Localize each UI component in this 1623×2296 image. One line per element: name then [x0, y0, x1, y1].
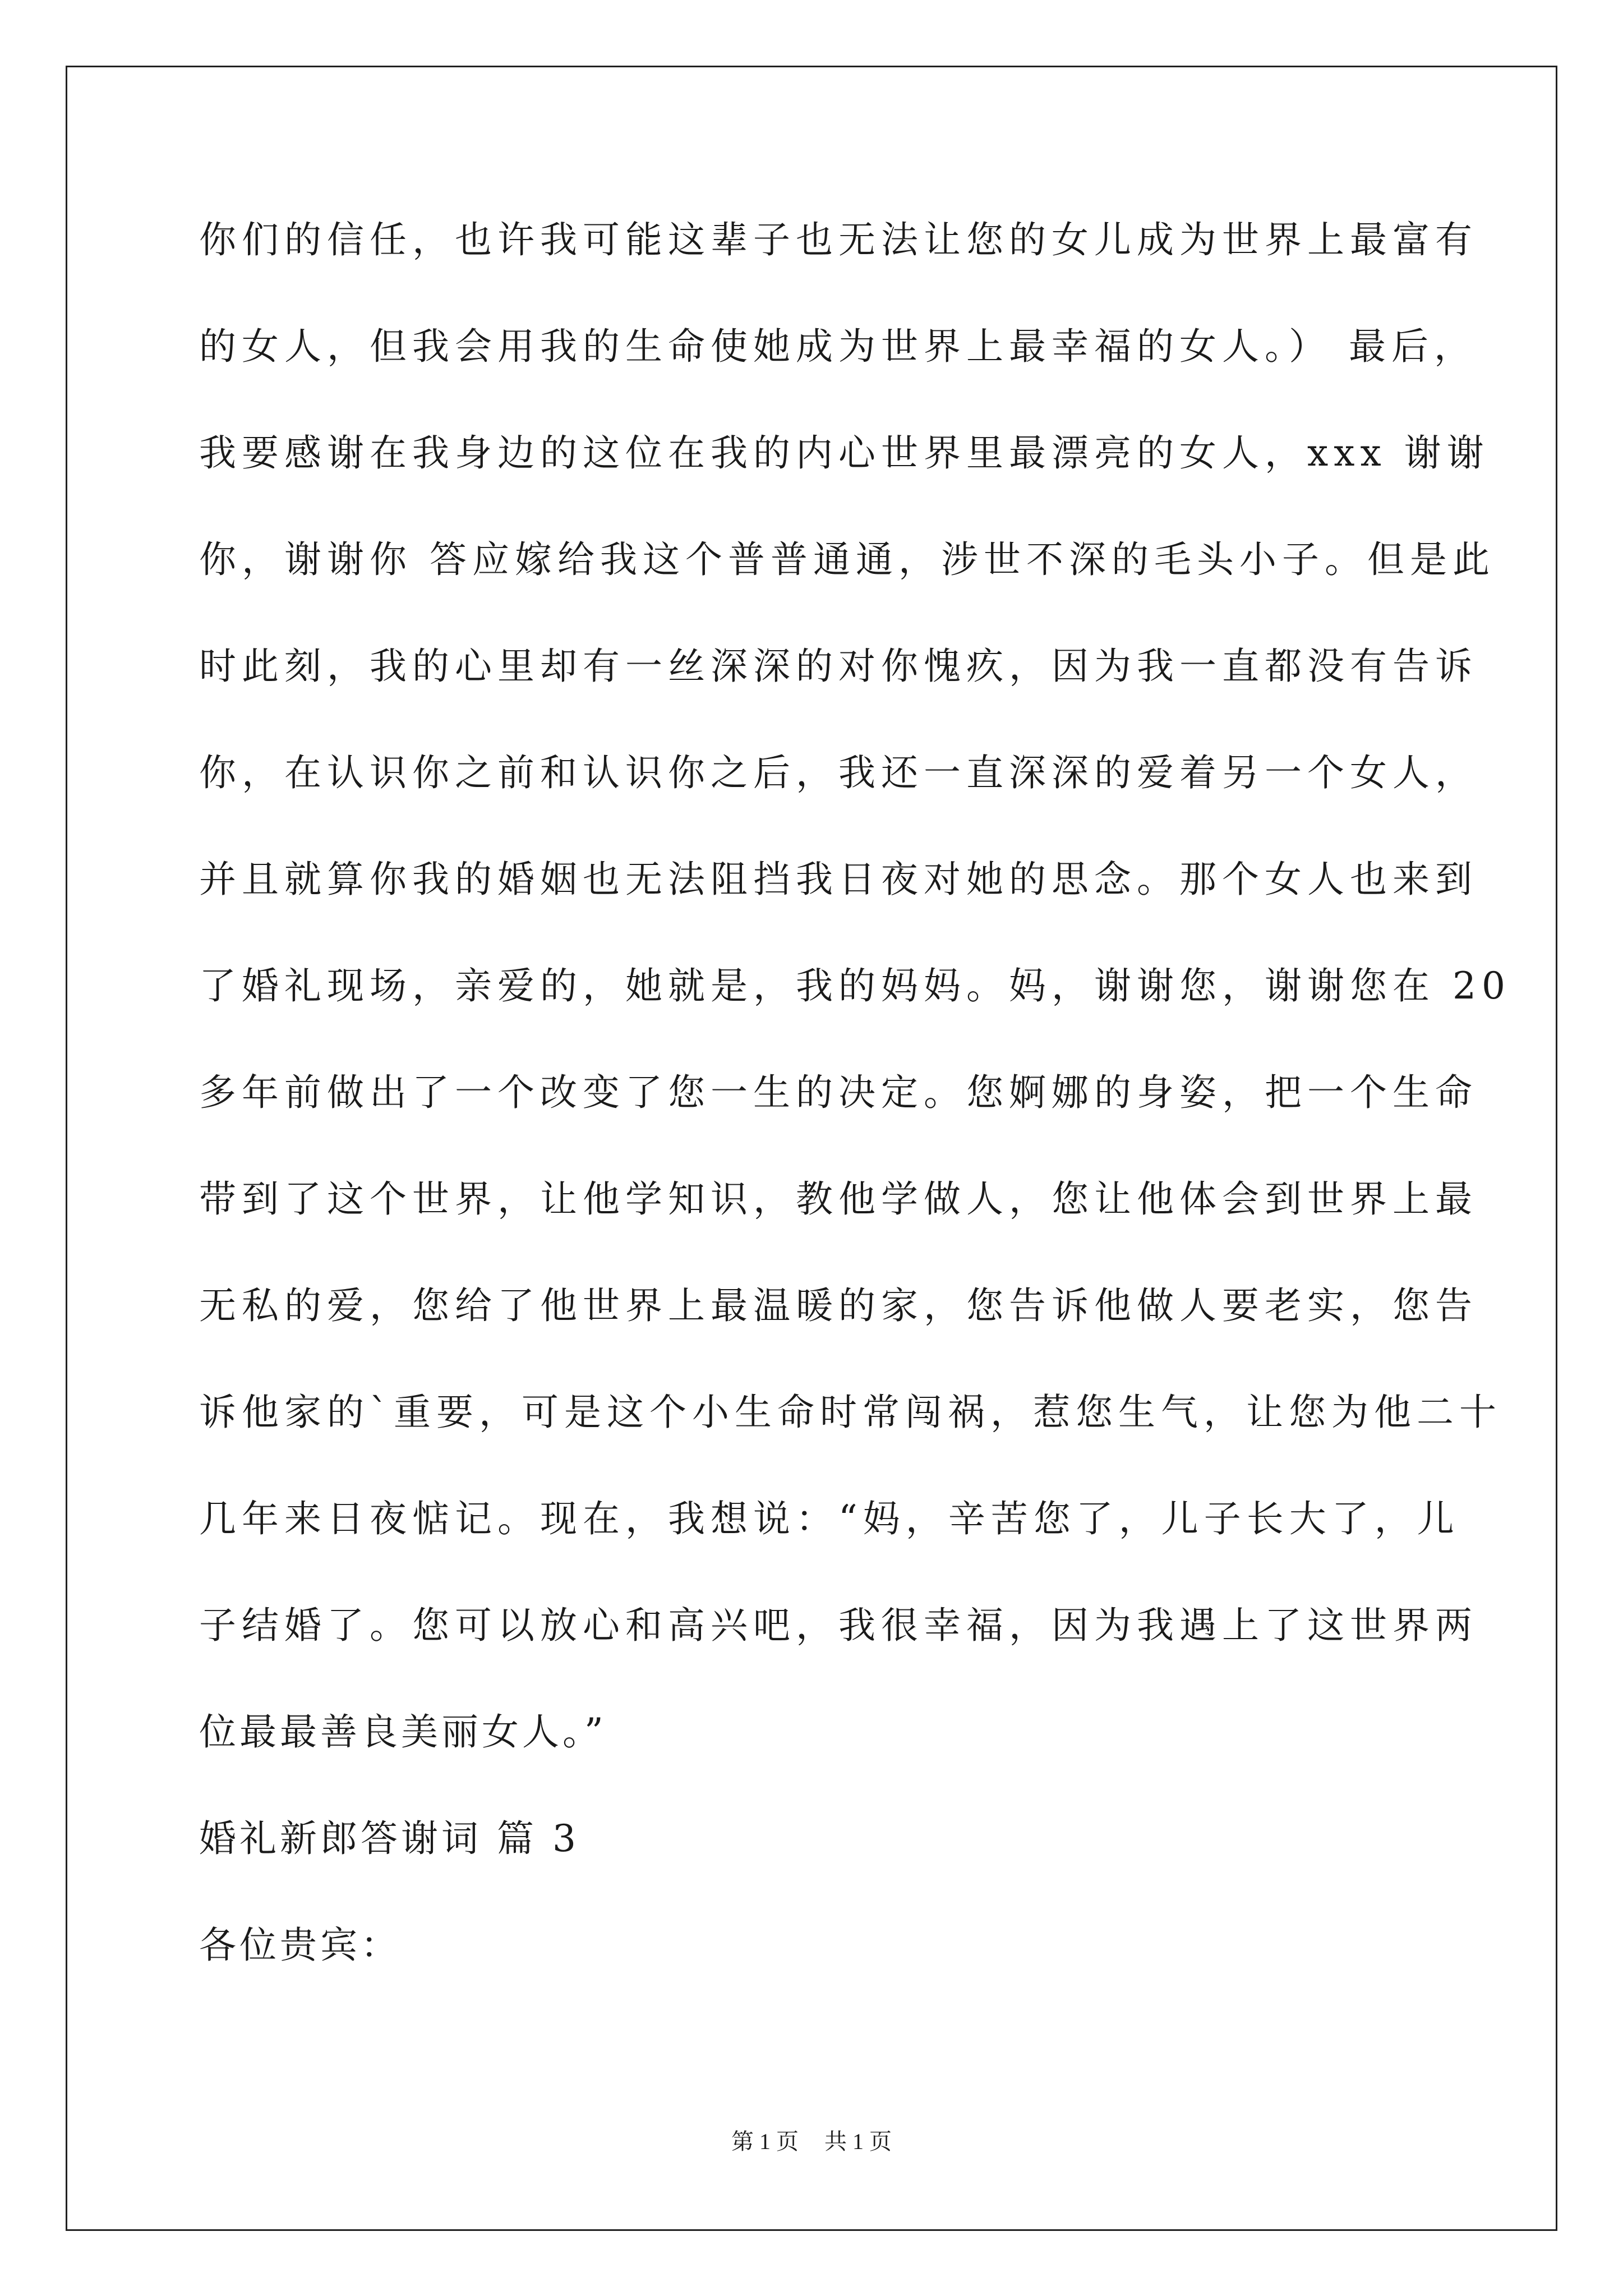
salutation: 各位贵宾：	[199, 1924, 401, 1967]
paragraph-line: 你，在认识你之前和认识你之后，我还一直深深的爱着另一个女人，	[199, 751, 1478, 794]
paragraph-line: 带到了这个世界，让他学知识，教他学做人，您让他体会到世界上最	[199, 1177, 1478, 1221]
paragraph-line: 并且就算你我的婚姻也无法阻挡我日夜对她的思念。那个女人也来到	[199, 858, 1478, 901]
paragraph-line: 无私的爱，您给了他世界上最温暖的家，您告诉他做人要老实，您告	[199, 1284, 1478, 1327]
paragraph-line: 了婚礼现场，亲爱的，她就是，我的妈妈。妈，谢谢您，谢谢您在 20	[199, 964, 1511, 1007]
paragraph-line: 你们的信任，也许我可能这辈子也无法让您的女儿成为世界上最富有	[199, 218, 1478, 261]
paragraph-line: 的女人，但我会用我的生命使她成为世界上最幸福的女人。） 最后，	[199, 325, 1477, 368]
page-number: 第 1 页	[731, 2129, 799, 2154]
paragraph-line: 位最最善良美丽女人。”	[199, 1710, 607, 1754]
paragraph-line: 诉他家的`重要，可是这个小生命时常闯祸，惹您生气，让您为他二十	[199, 1391, 1502, 1434]
paragraph-line: 多年前做出了一个改变了您一生的决定。您婀娜的身姿，把一个生命	[199, 1071, 1478, 1114]
page-total: 共 1 页	[824, 2129, 892, 2154]
section-heading: 婚礼新郎答谢词 篇 3	[199, 1817, 579, 1860]
paragraph-line: 几年来日夜惦记。现在，我想说：“妈，辛苦您了，儿子长大了，儿	[199, 1497, 1460, 1540]
paragraph-line: 你，谢谢你 答应嫁给我这个普普通通，涉世不深的毛头小子。但是此	[199, 538, 1495, 581]
paragraph-line: 我要感谢在我身边的这位在我的内心世界里最漂亮的女人，xxx 谢谢	[199, 431, 1490, 475]
page-footer	[0, 2124, 1623, 2156]
document-body	[199, 218, 1511, 2033]
paragraph-line: 时此刻，我的心里却有一丝深深的对你愧疚，因为我一直都没有告诉	[199, 645, 1478, 688]
paragraph-line: 子结婚了。您可以放心和高兴吧，我很幸福，因为我遇上了这世界两	[199, 1604, 1478, 1647]
